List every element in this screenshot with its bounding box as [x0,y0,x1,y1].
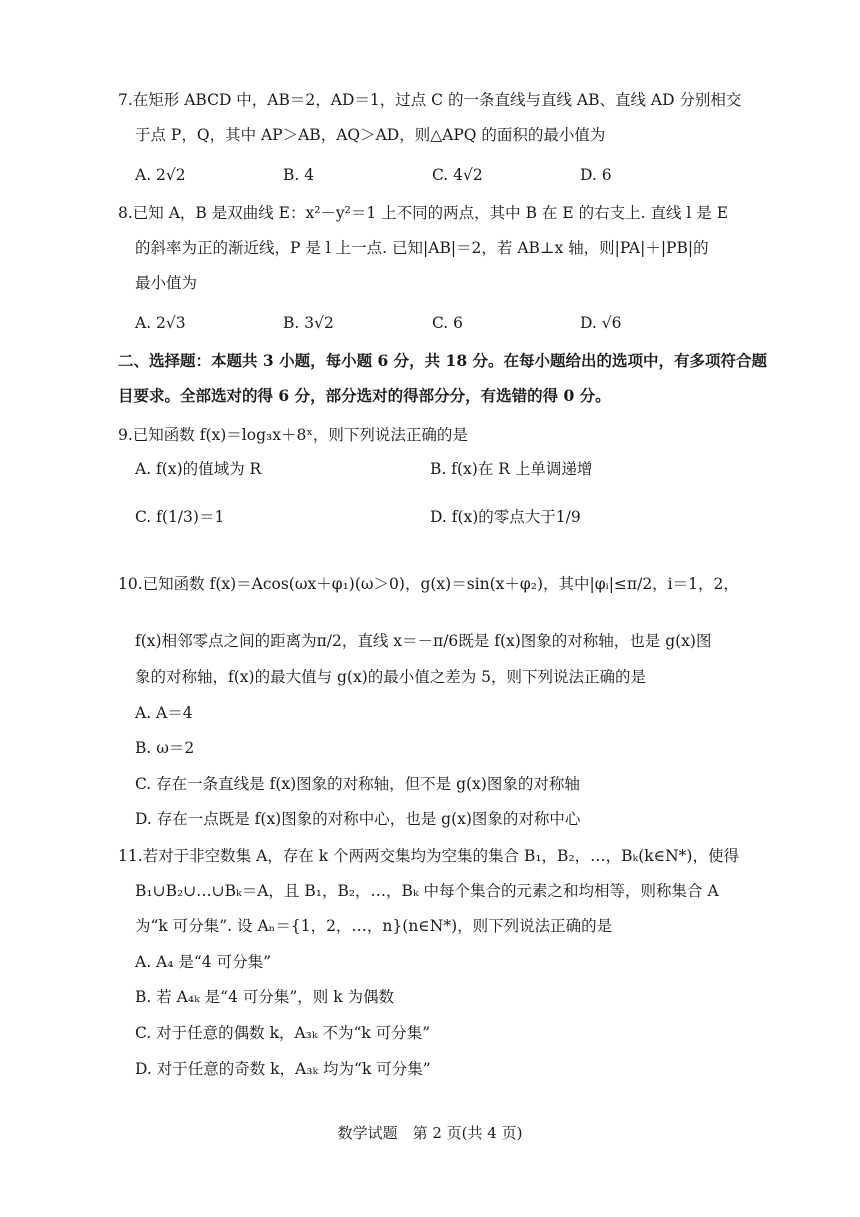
q7-stem-line-2: 于点 P，Q，其中 AP＞AB，AQ＞AD，则△APQ 的面积的最小值为 [135,126,606,144]
q7-option-d: D. 6 [580,166,612,184]
section-2-heading-line-1: 二、选择题：本题共 3 小题，每小题 6 分，共 18 分。在每小题给出的选项中，有多项符合题 [118,351,768,370]
q11-option-a: A. A₄ 是“4 可分集” [135,953,272,971]
q10-option-d: D. 存在一点既是 f(x)图象的对称中心，也是 g(x)图象的对称中心 [135,810,581,828]
q11-stem-line-1: 11.若对于非空数集 A，存在 k 个两两交集均为空集的集合 B₁，B₂，…，Bₖ(k∈N*)，使得 [118,847,739,865]
q10-stem-line-1: 10.已知函数 f(x)＝Acos(ωx＋φ₁)(ω＞0)，g(x)＝sin(x＋φ₂)，其中|φᵢ|≤π/2，i＝1，2， [118,575,739,593]
q10-option-c: C. 存在一条直线是 f(x)图象的对称轴，但不是 g(x)图象的对称轴 [135,775,580,793]
q10-option-b: B. ω＝2 [135,739,195,757]
q11-option-b: B. 若 A₄ₖ 是“4 可分集”，则 k 为偶数 [135,988,395,1006]
q11-option-d: D. 对于任意的奇数 k，A₃ₖ 均为“k 可分集” [135,1060,431,1078]
q9-option-d: D. f(x)的零点大于1/9 [430,508,581,526]
q7-option-a: A. 2√2 [135,166,186,184]
q8-option-c: C. 6 [432,314,464,332]
q8-option-a: A. 2√3 [135,314,186,332]
q9-stem: 9.已知函数 f(x)＝log₃x＋8ˣ，则下列说法正确的是 [118,426,468,444]
q8-stem-line-3: 最小值为 [135,274,198,292]
page-footer: 数学试题 第 2 页(共 4 页) [337,1124,523,1142]
q9-option-c: C. f(1/3)＝1 [135,508,225,526]
q8-stem-line-2: 的斜率为正的渐近线，P 是 l 上一点. 已知|AB|＝2，若 AB⊥x 轴，则|PA|＋|PB|的 [135,239,709,257]
q7-stem-line-1: 7.在矩形 ABCD 中，AB＝2，AD＝1，过点 C 的一条直线与直线 AB、直线 AD 分别相交 [118,91,742,109]
q8-option-d: D. √6 [580,314,622,332]
q7-option-b: B. 4 [283,166,315,184]
q8-option-b: B. 3√2 [283,314,334,332]
q10-stem-line-3: 象的对称轴，f(x)的最大值与 g(x)的最小值之差为 5，则下列说法正确的是 [135,668,647,686]
q8-stem-line-1: 8.已知 A，B 是双曲线 E：x²－y²＝1 上不同的两点，其中 B 在 E 的右支上. 直线 l 是 E [118,204,729,222]
q9-option-a: A. f(x)的值域为 R [135,460,262,478]
q11-stem-line-2: B₁∪B₂∪…∪Bₖ＝A，且 B₁，B₂，…，Bₖ 中每个集合的元素之和均相等，则称集合 A [135,882,719,900]
q10-option-a: A. A＝4 [135,704,193,722]
q7-option-c: C. 4√2 [432,166,483,184]
section-2-heading-line-2: 目要求。全部选对的得 6 分，部分选对的得部分分，有选错的得 0 分。 [118,386,611,405]
q11-option-c: C. 对于任意的偶数 k，A₃ₖ 不为“k 可分集” [135,1024,431,1042]
q11-stem-line-3: 为“k 可分集”. 设 Aₙ＝{1，2，…，n}(n∈N*)，则下列说法正确的是 [135,917,613,935]
q9-option-b: B. f(x)在 R 上单调递增 [430,460,593,478]
q10-stem-line-2: f(x)相邻零点之间的距离为π/2，直线 x＝－π/6既是 f(x)图象的对称轴，也是 g(x)图 [135,632,712,650]
